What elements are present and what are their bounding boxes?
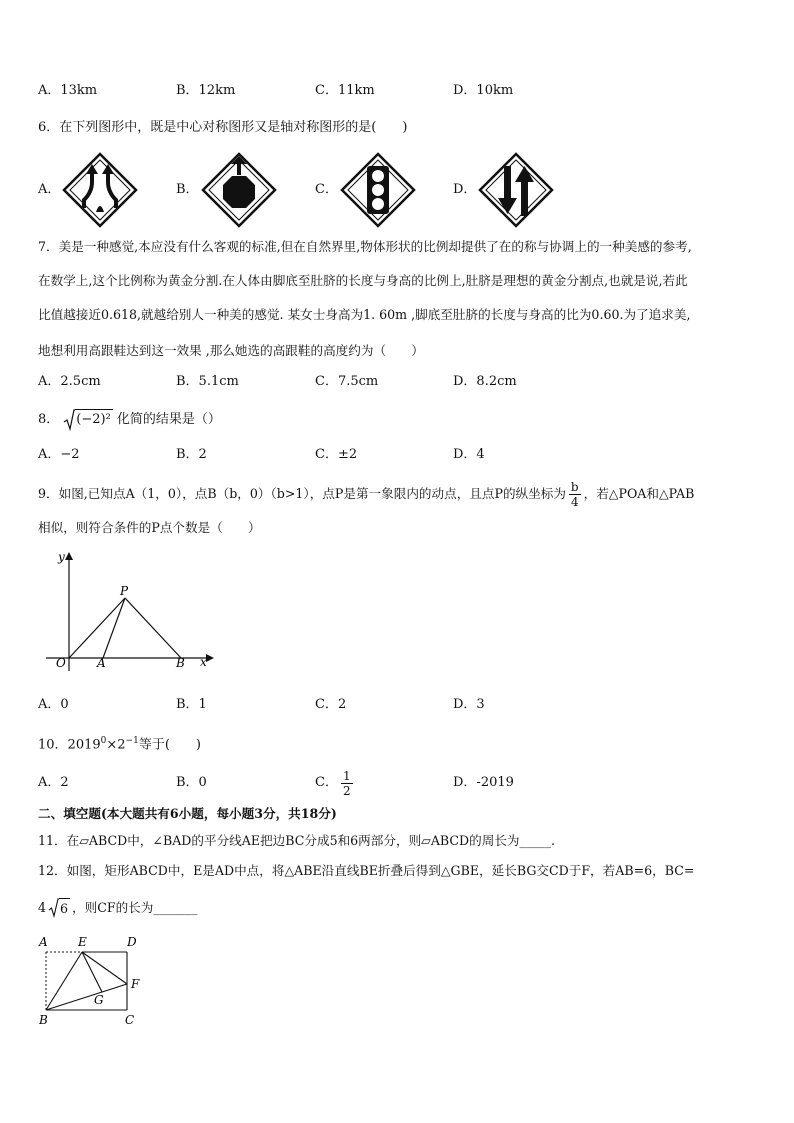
q7-option-d: D．8.2cm (453, 374, 517, 389)
q10-fraction-num: 1 (342, 768, 351, 783)
q10-option-d: D．-2019 (453, 775, 514, 790)
q12-segment-ef (82, 952, 127, 984)
q10-option-b: B．0 (176, 775, 207, 790)
q12-sqrt (48, 898, 70, 918)
q12-label-d: D (127, 935, 137, 949)
q10-times: ×2 (106, 737, 126, 753)
q9-label-a: A (97, 656, 106, 670)
q7-line-1: 7．美是一种感觉,本应没有什么客观的标准,但在自然界里,物体形状的比例却提供了在的称与协调上的一种美感的参考, (38, 239, 692, 254)
q12-segment-be (46, 952, 82, 1010)
q12-line-2 (38, 898, 197, 918)
q9-fraction (569, 480, 581, 509)
q9-segment-op (69, 598, 125, 658)
q10-stem-post: 等于( ) (138, 737, 201, 753)
q9-label-o: O (56, 656, 66, 670)
q7-option-a: A．2.5cm (38, 374, 101, 389)
q9-line-1 (38, 476, 694, 512)
q6-figure-d-two-way-traffic-sign (478, 152, 554, 228)
q9-line-1-b: ，若△POA和△PAB (583, 486, 695, 501)
q12-figure (36, 932, 148, 1028)
sqrt-sign-icon (48, 898, 59, 918)
q12-label-c: C (125, 1013, 135, 1027)
q8-option-a: A．−2 (38, 447, 80, 462)
q6-figure-b-stop-ahead-sign (201, 152, 277, 228)
q9-figure (36, 546, 216, 676)
q7-option-c: C．7.5cm (315, 374, 379, 389)
q8-stem (38, 409, 221, 431)
q9-label-b: B (176, 656, 185, 670)
q11-stem: 11．在▱ABCD中，∠BAD的平分线AE把边BC分成5和6两部分，则▱ABCD的周长为_____. (38, 833, 556, 848)
q10-stem-pre: 10．2019 (38, 737, 101, 753)
q6-label-b: B． (176, 182, 199, 197)
q12-line-2-post: ，则CF的长为_______ (72, 900, 198, 915)
q9-line-2: 相似，则符合条件的P点个数是（ ） (38, 520, 261, 535)
q12-label-e: E (78, 935, 87, 949)
q6-label-c: C． (315, 182, 338, 197)
sqrt-sign-icon (63, 409, 75, 431)
q9-fraction-num: b (570, 479, 579, 494)
q12-line-1: 12．如图，矩形ABCD中，E是AD中点，将△ABE沿直线BE折叠后得到△GBE，延长BG交CD于F，若AB=6，BC= (38, 863, 695, 878)
q9-segment-bp (125, 598, 181, 658)
q7-option-b: B．5.1cm (176, 374, 239, 389)
q5-option-a: A．13km (38, 83, 98, 98)
q7-line-3: 比值越接近0.618,就越给别人一种美的感觉. 某女士身高为1. 60m ,脚底至肚脐的长度与身高的比为0.60.为了追求美, (38, 307, 691, 322)
q6-label-a: A． (38, 182, 61, 197)
q10-exp-1: 0 (100, 736, 107, 746)
q5-option-d: D．10km (453, 83, 514, 98)
q10-option-c (315, 765, 356, 801)
q12-segment-bf (46, 984, 127, 1010)
q6-figure-a-merging-lanes-sign (62, 152, 138, 228)
q9-label-x: x (200, 655, 207, 669)
q6-stem: 6．在下列图形中，既是中心对称图形又是轴对称图形的是( ) (38, 120, 408, 135)
q6-figure-c-traffic-light-sign (340, 152, 416, 228)
q8-number: 8． (38, 412, 60, 427)
q10-option-a: A．2 (38, 775, 69, 790)
q9-option-d: D．3 (453, 697, 485, 712)
q12-line-2-pre: 4 (38, 900, 47, 915)
q9-line-1-a: 9．如图,已知点A（1，0），点B（b，0）（b>1），点P是第一象限内的动点，且点P的纵坐标为 (38, 486, 566, 501)
q8-radicand: (−2)² (75, 409, 113, 431)
q8-tail: 化简的结果是（） (116, 412, 221, 427)
q12-label-b: B (39, 1013, 48, 1027)
q10-exp-2: −1 (125, 736, 139, 746)
q12-segment-eg (82, 952, 102, 992)
q9-option-a: A．0 (38, 697, 69, 712)
q9-x-axis-arrow-icon (206, 654, 214, 662)
q8-sqrt (63, 409, 113, 431)
q12-radicand: 6 (59, 898, 70, 918)
q5-option-c: C．11km (315, 83, 375, 98)
q9-option-b: B．1 (176, 697, 207, 712)
q9-option-c: C．2 (315, 697, 347, 712)
section-2-title: 二、填空题(本大题共有6小题，每小题3分，共18分) (38, 806, 337, 821)
q10-option-c-fraction (341, 769, 353, 798)
q7-line-4: 地想利用高跟鞋达到这一效果 ,那么她选的高跟鞋的高度约为（ ） (38, 343, 424, 358)
q6-label-d: D． (453, 182, 477, 197)
q9-label-p: P (120, 584, 129, 598)
q8-option-c: C．±2 (315, 447, 358, 462)
q8-option-b: B．2 (176, 447, 207, 462)
q9-fraction-den: 4 (570, 494, 579, 509)
q7-line-2: 在数学上,这个比例称为黄金分割.在人体由脚底至肚脐的长度与身高的比例上,肚脐是理想的黄金分割点,也就是说,若此 (38, 273, 688, 288)
q8-option-d: D．4 (453, 447, 485, 462)
q12-label-a: A (39, 935, 48, 949)
q9-y-axis-arrow-icon (65, 552, 73, 560)
q12-label-f: F (131, 977, 140, 991)
q10-fraction-den: 2 (342, 783, 351, 798)
q5-option-b: B．12km (176, 83, 236, 98)
q10-stem (38, 732, 201, 754)
q10-option-c-label: C． (315, 775, 338, 790)
q9-segment-ap (103, 598, 125, 658)
q9-label-y: y (58, 550, 65, 564)
q12-label-g: G (94, 993, 104, 1007)
